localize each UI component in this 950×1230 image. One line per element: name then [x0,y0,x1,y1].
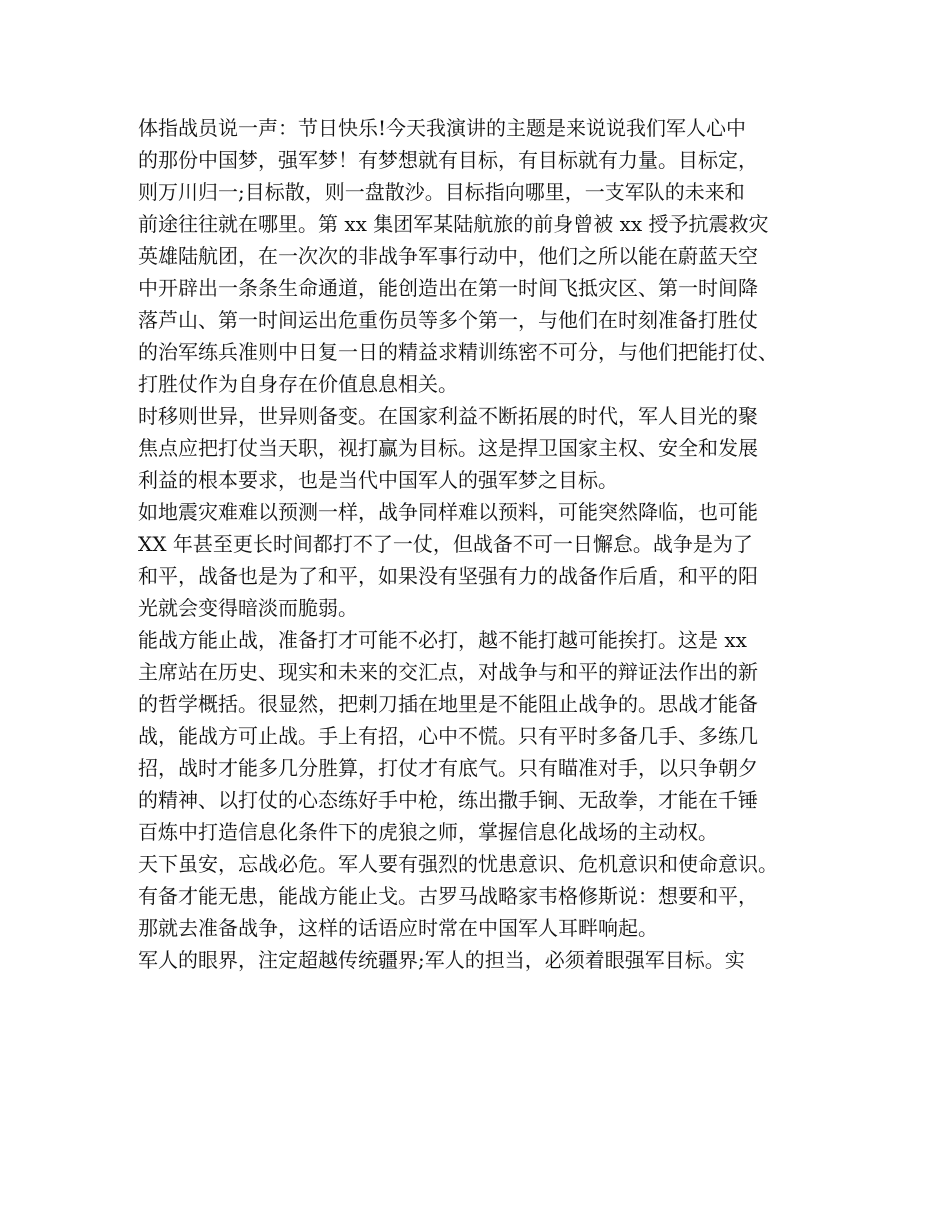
text-line: 有备才能无患，能战方能止戈。古罗马战略家韦格修斯说：想要和平， [138,884,758,908]
text-line: 则万川归一;目标散，则一盘散沙。目标指向哪里，一支军队的未来和 [138,180,745,204]
text-line: 天下虽安，忘战必危。军人要有强烈的忧患意识、危机意识和使命意识。 [138,852,778,876]
body-text [138,112,838,976]
text-line: 前途往往就在哪里。第 xx 集团军某陆航旅的前身曾被 xx 授予抗震救灾 [138,212,769,236]
text-line: 的精神、以打仗的心态练好手中枪，练出撒手锏、无敌拳，才能在千锤 [138,788,758,812]
text-line: 战，能战方可止战。手上有招，心中不慌。只有平时多备几手、多练几 [138,724,758,748]
text-line: 如地震灾难难以预测一样，战争同样难以预料，可能突然降临，也可能 [138,500,758,524]
text-line: 落芦山、第一时间运出危重伤员等多个第一，与他们在时刻准备打胜仗 [138,308,758,332]
text-line: 军人的眼界，注定超越传统疆界;军人的担当，必须着眼强军目标。实 [138,948,745,972]
text-line: 利益的根本要求，也是当代中国军人的强军梦之目标。 [138,468,618,492]
text-line: 时移则世异，世异则备变。在国家利益不断拓展的时代，军人目光的聚 [138,404,758,428]
text-line: 百炼中打造信息化条件下的虎狼之师，掌握信息化战场的主动权。 [138,820,718,844]
text-line: 中开辟出一条条生命通道，能创造出在第一时间飞抵灾区、第一时间降 [138,276,758,300]
text-line: 光就会变得暗淡而脆弱。 [138,596,358,620]
text-line: 的哲学概括。很显然，把刺刀插在地里是不能阻止战争的。思战才能备 [138,692,758,716]
text-line: 和平，战备也是为了和平，如果没有坚强有力的战备作后盾，和平的阳 [138,564,758,588]
text-line: 的那份中国梦，强军梦！有梦想就有目标，有目标就有力量。目标定， [138,148,758,172]
text-line: 能战方能止战，准备打才可能不必打，越不能打越可能挨打。这是 xx [138,628,747,652]
text-line: 英雄陆航团，在一次次的非战争军事行动中，他们之所以能在蔚蓝天空 [138,244,758,268]
text-line: 打胜仗作为自身存在价值息息相关。 [138,372,458,396]
text-line: 招，战时才能多几分胜算，打仗才有底气。只有瞄准对手，以只争朝夕 [138,756,758,780]
text-line: XX 年甚至更长时间都打不了一仗，但战备不可一日懈怠。战争是为了 [138,532,753,556]
text-line: 的治军练兵准则中日复一日的精益求精训练密不可分，与他们把能打仗、 [138,340,778,364]
text-line: 体指战员说一声：节日快乐!今天我演讲的主题是来说说我们军人心中 [138,116,747,140]
text-line: 焦点应把打仗当天职，视打赢为目标。这是捍卫国家主权、安全和发展 [138,436,758,460]
text-line: 主席站在历史、现实和未来的交汇点，对战争与和平的辩证法作出的新 [138,660,758,684]
text-line: 那就去准备战争，这样的话语应时常在中国军人耳畔响起。 [138,916,658,940]
